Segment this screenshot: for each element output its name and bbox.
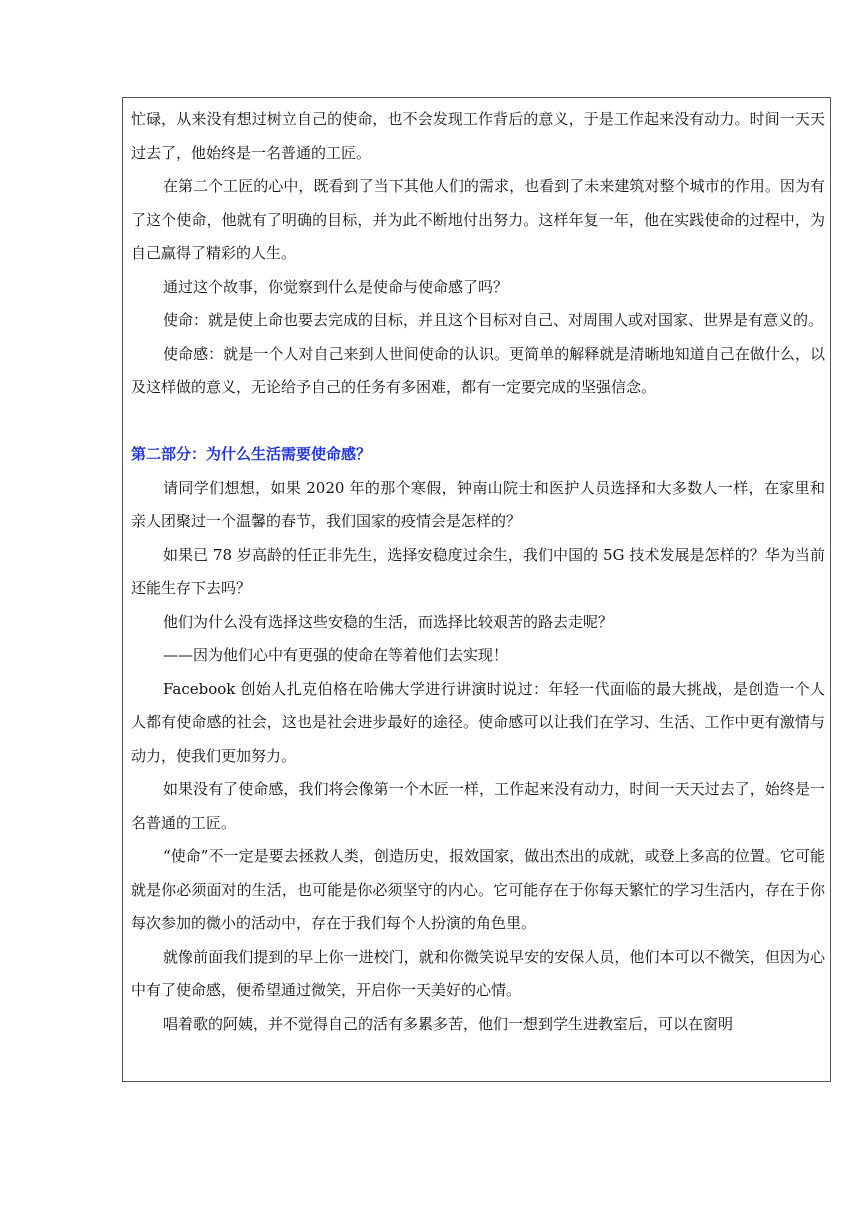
paragraph-12: “使命”不一定是要去拯救人类，创造历史，报效国家，做出杰出的成就，或登上多高的位置。它可能就是你必须面对的生活，也可能是你必须坚守的内心。它可能存在于你每天繁忙的学习生活内，存在于你每次参加的微小的活动中，存在于我们每个人扮演的角色里。 bbox=[131, 847, 825, 932]
paragraph-7: 如果已 78 岁高龄的任正非先生，选择安稳度过余生，我们中国的 5G 技术发展是怎样的？华为当前还能生存下去吗？ bbox=[131, 545, 825, 597]
document-body bbox=[131, 103, 825, 1041]
paragraph-5: 使命感：就是一个人对自己来到人世间使命的认识。更简单的解释就是清晰地知道自己在做什么，以及这样做的意义，无论给予自己的任务有多困难，都有一定要完成的坚强信念。 bbox=[131, 344, 825, 396]
paragraph-9: ——因为他们心中有更强的使命在等着他们去实现！ bbox=[163, 646, 509, 664]
paragraph-11: 如果没有了使命感，我们将会像第一个木匠一样，工作起来没有动力，时间一天天过去了，始终是一名普通的工匠。 bbox=[131, 780, 825, 832]
paragraph-8: 他们为什么没有选择这些安稳的生活，而选择比较艰苦的路去走呢？ bbox=[163, 612, 614, 631]
section-heading: 第二部分：为什么生活需要使命感？ bbox=[131, 445, 372, 463]
paragraph-6: 请同学们想想，如果 2020 年的那个寒假，钟南山院士和医护人员选择和大多数人一样，在家里和亲人团聚过一个温馨的春节，我们国家的疫情会是怎样的？ bbox=[131, 478, 825, 530]
document-frame bbox=[122, 97, 831, 1082]
paragraph-2: 在第二个工匠的心中，既看到了当下其他人们的需求，也看到了未来建筑对整个城市的作用。因为有了这个使命，他就有了明确的目标，并为此不断地付出努力。这样年复一年，他在实践使命的过程中，为自己赢得了精彩的人生。 bbox=[131, 177, 825, 262]
paragraph-3: 通过这个故事，你觉察到什么是使命与使命感了吗？ bbox=[163, 277, 509, 296]
paragraph-13: 就像前面我们提到的早上你一进校门，就和你微笑说早安的安保人员，他们本可以不微笑，但因为心中有了使命感，便希望通过微笑，开启你一天美好的心情。 bbox=[131, 947, 825, 999]
paragraph-10: Facebook 创始人扎克伯格在哈佛大学进行讲演时说过：年轻一代面临的最大挑战，是创造一个人人都有使命感的社会，这也是社会进步最好的途径。使命感可以让我们在学习、生活、工作中更有激情与动力，使我们更加努力。 bbox=[131, 679, 825, 765]
paragraph-4: 使命：就是使上命也要去完成的目标，并且这个目标对自己、对周围人或对国家、世界是有意义的。 bbox=[163, 311, 824, 329]
paragraph-1: 忙碌，从来没有想过树立自己的使命，也不会发现工作背后的意义，于是工作起来没有动力。时间一天天过去了，他始终是一名普通的工匠。 bbox=[131, 110, 825, 162]
paragraph-14: 唱着歌的阿姨，并不觉得自己的活有多累多苦，他们一想到学生进教室后，可以在窗明 bbox=[163, 1014, 734, 1033]
blank-line bbox=[131, 405, 825, 439]
